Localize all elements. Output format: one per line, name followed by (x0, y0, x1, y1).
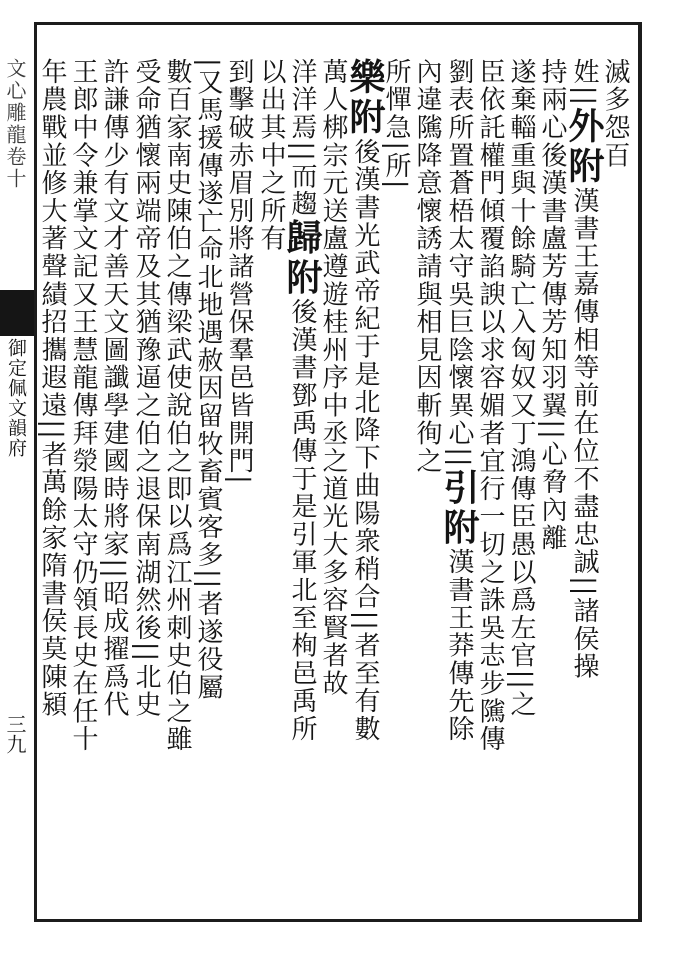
column-text: 年農戰並修大著聲績招攜遐遠||者萬餘家隋書侯莫陳潁 (37, 58, 67, 719)
text-column (158, 58, 194, 900)
column-text: |又馬援傳遂亡命北地遇赦因留牧畜賓客多||者遂役屬 (193, 58, 223, 702)
heading-term: 引附 (438, 468, 480, 549)
column-text: 數百家南史陳伯之傳梁武使說伯之即以爲江州刺史伯之雖 (162, 58, 192, 753)
text-column (220, 58, 256, 900)
heading-term: 樂附 (344, 58, 386, 138)
fishtail-ornament (0, 290, 34, 336)
column-text: 姓|| (569, 58, 599, 107)
heading-term: 外附 (563, 106, 605, 187)
column-text: 到擊破赤眉別將諸營保羣邑皆開門| (224, 58, 254, 486)
column-text: 萬人梆宗元送盧遵遊桂州序中丞之道光大多容賢者故 (318, 58, 348, 698)
column-text: 許謙傳少有文才善天文圖讖學建國時將家||昭成擢爲代 (99, 58, 129, 719)
text-column (189, 58, 225, 900)
column-text: 內違隲降意懷誘請與相見因斬徇之 (412, 58, 442, 475)
column-text: 所憚急|所| (381, 58, 411, 191)
column-text: 漢書王嘉傳相等前在位不盡忠誠||諸侯操 (569, 186, 599, 681)
text-column (502, 58, 538, 900)
text-column (252, 58, 288, 900)
column-text: 持兩心後漢書盧芳傳芳知羽翼||心脅內離 (537, 58, 567, 552)
column-text: 後漢書光武帝紀于是北降下曲陽衆稍合||者至有數 (350, 138, 380, 743)
column-text: 漢書王莽傳先除 (444, 548, 474, 743)
column-text: 王郎中令兼掌文記又王慧龍傳拜滎陽太守仍領長史在任十 (68, 58, 98, 753)
text-column (344, 58, 386, 900)
text-column (563, 58, 605, 900)
text-column (127, 58, 163, 900)
text-column (533, 58, 569, 900)
right-border-line (638, 22, 642, 922)
fold-top-text: 文心雕龍卷十 (3, 58, 27, 190)
column-text: 後漢書鄧禹傳于是引軍北至栒邑禹所 (287, 298, 317, 743)
top-border-line (34, 22, 642, 25)
column-text: 以出其中之所有 (256, 58, 286, 253)
column-text: 劉表所置蒼梧太守吳巨陰懷異心|| (444, 58, 474, 469)
text-column (408, 58, 444, 900)
text-column (314, 58, 350, 900)
bottom-border-line (34, 919, 642, 922)
column-text: 臣依託權門傾覆諂諛以求容媚者宜行一切之誅吳志步隲傳 (475, 58, 505, 753)
text-column (281, 58, 323, 900)
text-column (377, 58, 413, 900)
column-text: 滅多怨百 (600, 58, 630, 170)
text-column (95, 58, 131, 900)
fold-page-number: 三九 (3, 714, 27, 754)
text-column (33, 58, 69, 900)
text-column (64, 58, 100, 900)
fold-book-title: 御定佩文韻府 (5, 338, 27, 458)
text-column (438, 58, 480, 900)
heading-term: 歸附 (281, 218, 323, 299)
column-text: 遂棄輜重與十餘騎亡入匈奴又丁鴻傳臣愚以爲左官||之 (506, 58, 536, 719)
column-text: 受命猶懷兩端帝及其猶豫逼之伯之退保南湖然後||北史 (131, 58, 161, 719)
fold-margin (0, 0, 34, 960)
column-text: 洋洋焉||而趨 (287, 58, 317, 219)
